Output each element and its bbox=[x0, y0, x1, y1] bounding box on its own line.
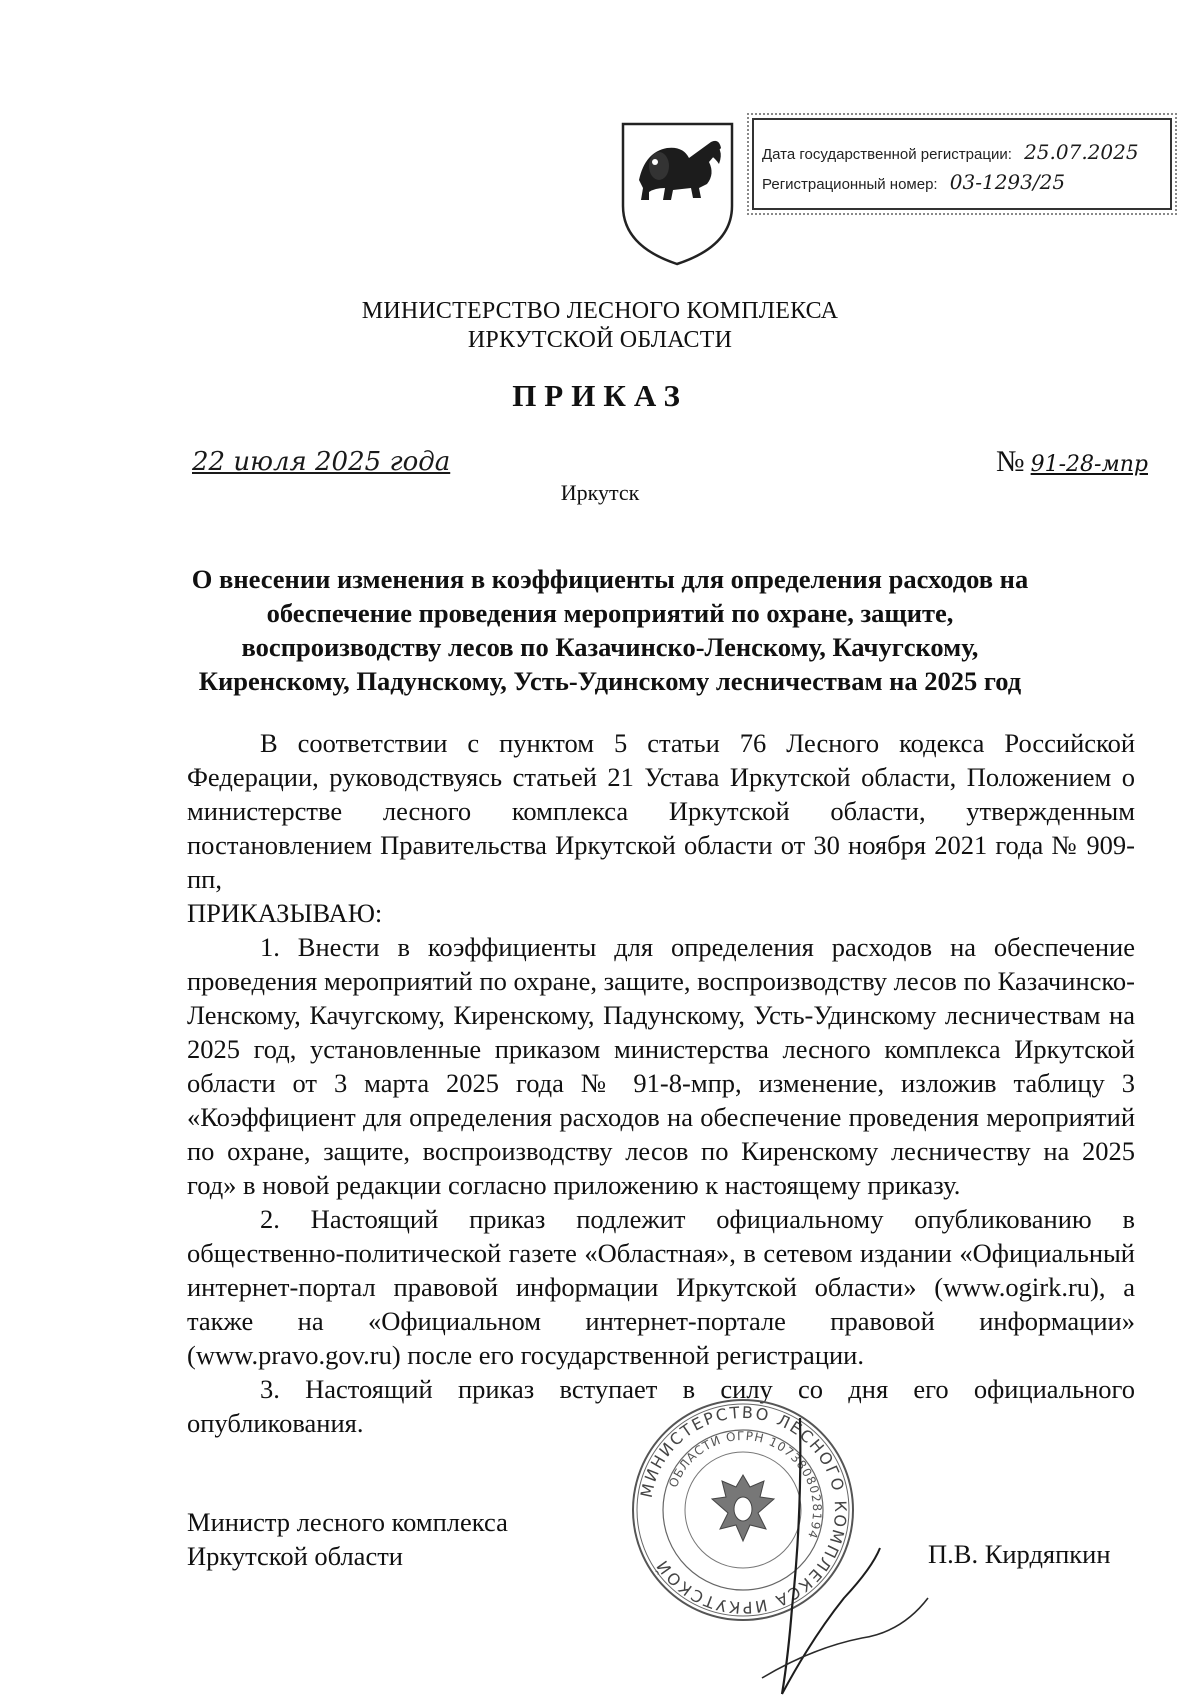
number-sign: № bbox=[996, 445, 1025, 478]
ministry-name-line1: МИНИСТЕРСТВО ЛЕСНОГО КОМПЛЕКСА bbox=[361, 298, 839, 324]
order-number bbox=[996, 445, 1148, 479]
signatory-position-line1: Министр лесного комплекса bbox=[187, 1507, 508, 1537]
ministry-name-line2: ИРКУТСКОЙ ОБЛАСТИ bbox=[467, 327, 733, 353]
order-number-handwritten: 91-28-мпр bbox=[1030, 452, 1148, 477]
city-name: Иркутск bbox=[560, 480, 640, 505]
registration-date-row bbox=[762, 140, 1139, 164]
registration-date-label: Дата государственной регистрации: bbox=[762, 146, 1012, 163]
registration-number-label: Регистрационный номер: bbox=[762, 176, 938, 193]
signatory-position bbox=[187, 1505, 508, 1573]
order-item-2: 2. Настоящий приказ подлежит официальному опубликованию в общественно-политической газете «Областная», в сетевом издании «Официальный интернет-портал правовой информации Иркутской области» (www.ogirk.ru), а также на «Официальном интернет-портале правовой информации» (www.pravo.gov.ru) после его государственной регистрации. bbox=[187, 1204, 1135, 1370]
registration-date-value: 25.07.2025 bbox=[1024, 140, 1139, 164]
document-type-title: ПРИКАЗ bbox=[512, 378, 688, 413]
registration-number-value: 03-1293/25 bbox=[949, 170, 1066, 194]
document-body bbox=[187, 726, 1135, 1440]
registration-number-row bbox=[762, 170, 1065, 194]
signatory-position-line2: Иркутской области bbox=[187, 1541, 403, 1571]
handwritten-signature bbox=[752, 1398, 932, 1698]
document-heading: О внесении изменения в коэффициенты для определения расходов на обеспечение проведения мероприятий по охране, защите, воспроизводству лесов по Казачинско-Ленскому, Качугскому, Киренскому, Падунскому, Усть-Удинскому лесничествам на 2025 год bbox=[191, 564, 1029, 696]
order-item-1: 1. Внести в коэффициенты для определения расходов на обеспечение проведения мероприятий по охране, защите, воспроизводству лесов по Казачинско-Ленскому, Качугскому, Киренскому, Падунскому, Усть-Удинскому лесничествам на 2025 год, установленные приказом министерства лесного комплекса Иркутской области от 3 марта 2025 года № 91-8-мпр, изменение, изложив таблицу 3 «Коэффициент для определения расходов на обеспечение проведения мероприятий по охране, защите, воспроизводству лесов по Киренскому лесничеству на 2025 год» в новой редакции согласно приложению к настоящему приказу. bbox=[187, 932, 1135, 1200]
signatory-name: П.В. Кирдяпкин bbox=[928, 1539, 1111, 1569]
svg-text:ОБЛАСТИ ОГРН 1073808028194: ОБЛАСТИ ОГРН 1073808028194 bbox=[666, 1428, 825, 1542]
order-date-handwritten: 22 июля 2025 года bbox=[192, 447, 451, 477]
irkutsk-coat-of-arms-icon bbox=[615, 118, 740, 268]
preamble-paragraph: В соответствии с пунктом 5 статьи 76 Лесного кодекса Российской Федерации, руководствуясь статьей 21 Устава Иркутской области, Положением о министерстве лесного комплекса Иркутской области, утвержденным постановлением Правительства Иркутской области от 30 ноября 2021 года № 909-пп, bbox=[187, 728, 1135, 894]
order-word: ПРИКАЗЫВАЮ: bbox=[187, 898, 383, 928]
svg-text:МИНИСТЕРСТВО ЛЕСНОГО КОМПЛЕКСА: МИНИСТЕРСТВО ЛЕСНОГО КОМПЛЕКСА ИРКУТСКОЙ bbox=[636, 1402, 851, 1618]
order-item-3: 3. Настоящий приказ вступает в силу со дня его официального опубликования. bbox=[187, 1374, 1135, 1438]
registration-stamp bbox=[752, 118, 1172, 210]
